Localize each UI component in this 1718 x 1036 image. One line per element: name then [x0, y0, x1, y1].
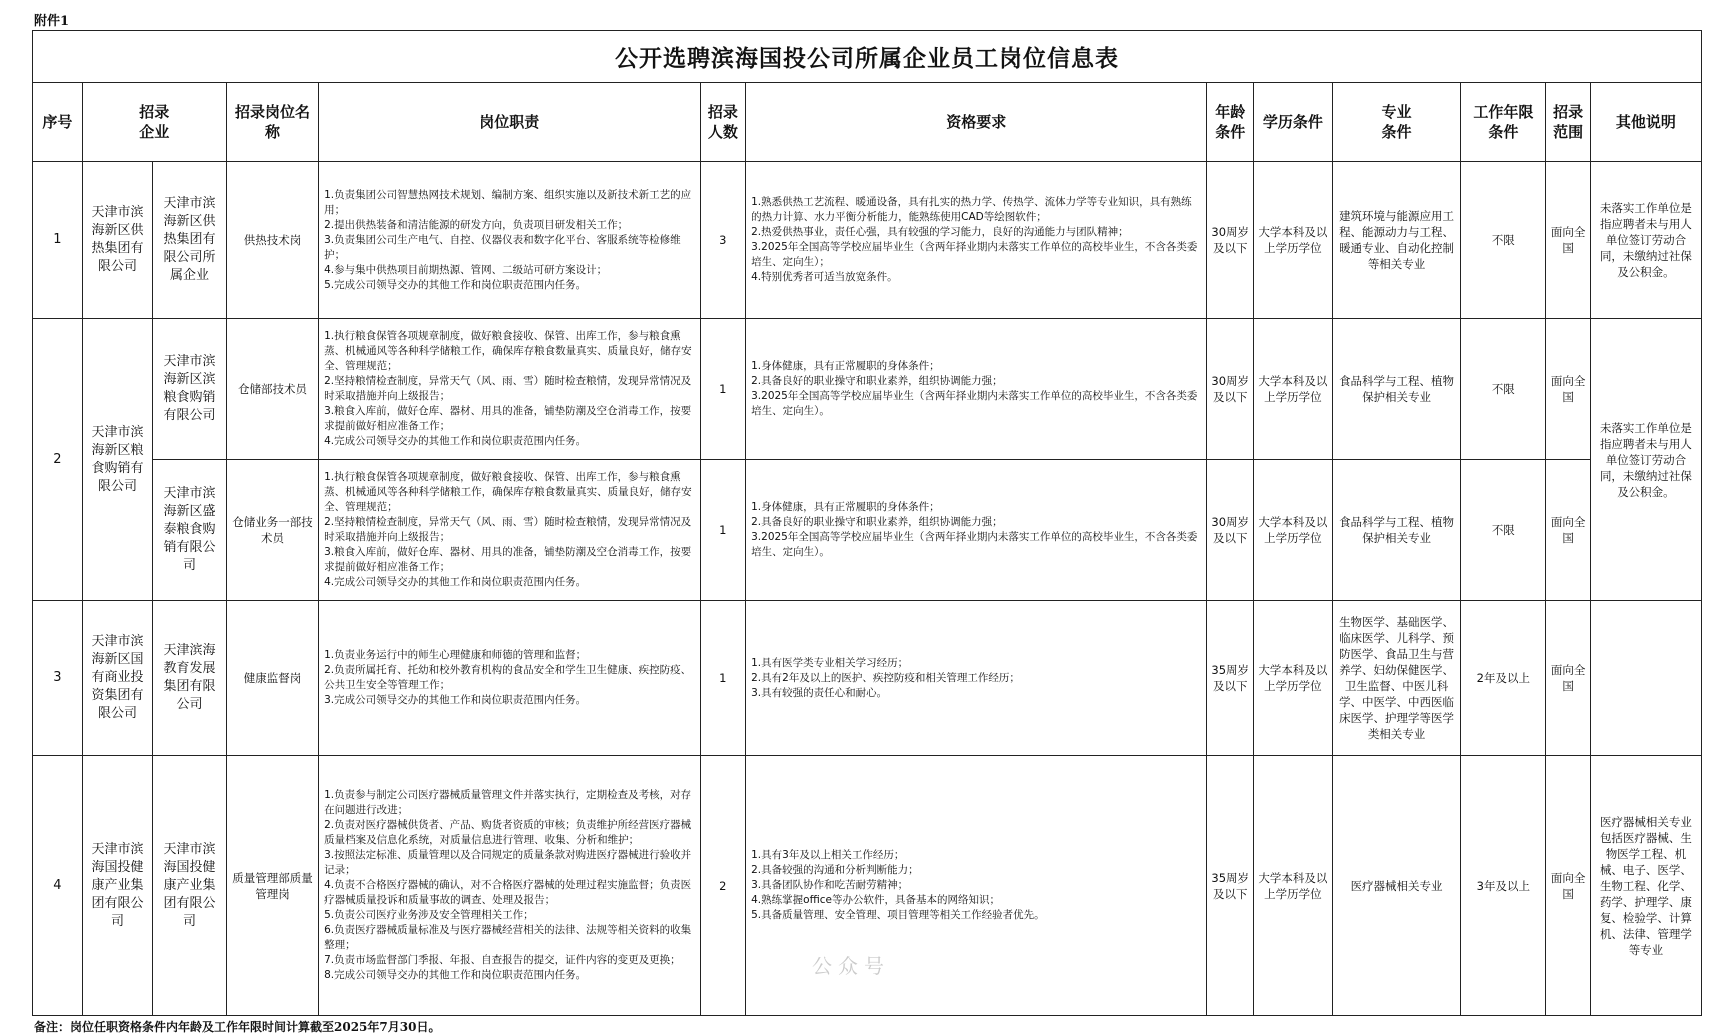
table-row — [33, 601, 1702, 756]
row-count: 1 — [700, 319, 746, 460]
list-line: 3.2025年全国高等学校应届毕业生（含两年择业期内未落实工作单位的高校毕业生，不含各类委培生、定向生）。 — [751, 531, 1198, 558]
list-line: 4.负责不合格医疗器械的确认，对不合格医疗器械的处理过程实施监督；负责医疗器械质量投诉和质量事故的调查、处理及报告； — [324, 879, 692, 906]
row-age: 35周岁及以下 — [1207, 756, 1254, 1016]
table-title: 公开选聘滨海国投公司所属企业员工岗位信息表 — [33, 31, 1702, 83]
list-line: 3.按照法定标准、质量管理以及合同规定的质量条款对购进医疗器械进行验收并记录； — [324, 849, 692, 876]
row-years: 3年及以上 — [1461, 756, 1546, 1016]
list-line: 1.负责参与制定公司医疗器械质量管理文件并落实执行，定期检查及考核，对存在问题进行改进； — [324, 789, 692, 816]
row-other — [1590, 601, 1701, 756]
row-education: 大学本科及以上学历学位 — [1254, 162, 1333, 319]
row-requirements — [746, 601, 1207, 756]
row-company: 天津市滨海国投健康产业集团有限公司 — [153, 756, 227, 1016]
list-line: 3.2025年全国高等学校应届毕业生（含两年择业期内未落实工作单位的高校毕业生，不含各类委培生、定向生）。 — [751, 390, 1198, 417]
list-line: 1.具有医学类专业相关学习经历； — [751, 656, 909, 669]
list-line: 3.2025年全国高等学校应届毕业生（含两年择业期内未落实工作单位的高校毕业生，不含各类委培生、定向生）； — [751, 241, 1198, 268]
row-position: 仓储业务一部技术员 — [226, 460, 318, 601]
row-years: 2年及以上 — [1461, 601, 1546, 756]
list-line: 3.粮食入库前，做好仓库、器材、用具的准备，铺垫防潮及空仓消毒工作，按要求提前做好相应准备工作； — [324, 546, 692, 573]
header-requirements: 资格要求 — [746, 83, 1207, 162]
table-row — [33, 162, 1702, 319]
row-position: 供热技术岗 — [226, 162, 318, 319]
list-line: 2.热爱供热事业，责任心强，具有较强的学习能力，良好的沟通能力与团队精神； — [751, 226, 1129, 238]
header-duties: 岗位职责 — [319, 83, 700, 162]
list-line: 2.提出供热装备和清洁能源的研发方向，负责项目研发相关工作； — [324, 218, 629, 231]
row-years: 不限 — [1461, 460, 1546, 601]
row-scope: 面向全国 — [1546, 319, 1591, 460]
row-scope: 面向全国 — [1546, 162, 1591, 319]
list-line: 4.熟练掌握office等办公软件，具备基本的网络知识； — [751, 894, 1000, 906]
row-seq: 3 — [33, 601, 83, 756]
list-line: 2.负责对医疗器械供货者、产品、购货者资质的审核；负责维护所经营医疗器械质量档案及信息化系统，对质量信息进行管理、收集、分析和维护； — [324, 819, 692, 846]
attachment-label: 附件1 — [34, 14, 70, 29]
row-company: 天津市滨海新区供热集团有限公司所属企业 — [153, 162, 227, 319]
list-line: 3.粮食入库前，做好仓库、器材、用具的准备，铺垫防潮及空仓消毒工作，按要求提前做好相应准备工作； — [324, 405, 692, 432]
header-years: 工作年限 条件 — [1461, 83, 1546, 162]
row-major: 医疗器械相关专业 — [1332, 756, 1461, 1016]
row-duties — [319, 460, 700, 601]
list-line: 2.坚持粮情检查制度，异常天气（风、雨、雪）随时检查粮情，发现异常情况及时采取措施并向上级报告； — [324, 375, 692, 402]
row-education: 大学本科及以上学历学位 — [1254, 460, 1333, 601]
list-line: 5.完成公司领导交办的其他工作和岗位职责范围内任务。 — [324, 278, 587, 291]
list-line: 1.负责集团公司智慧热网技术规划、编制方案、组织实施以及新技术新工艺的应用； — [324, 188, 692, 216]
row-other: 未落实工作单位是指应聘者未与用人单位签订劳动合同，未缴纳过社保及公积金。 — [1590, 162, 1701, 319]
row-duties — [319, 756, 700, 1016]
list-line: 7.负责市场监督部门季报、年报、自查报告的提交，证件内容的变更及更换； — [324, 954, 681, 966]
list-line: 2.具备较强的沟通和分析判断能力； — [751, 864, 919, 876]
row-position: 质量管理部质量管理岗 — [226, 756, 318, 1016]
row-scope: 面向全国 — [1546, 756, 1591, 1016]
header-education: 学历条件 — [1254, 83, 1333, 162]
list-line: 5.具备质量管理、安全管理、项目管理等相关工作经验者优先。 — [751, 909, 1045, 921]
row-position: 仓储部技术员 — [226, 319, 318, 460]
row-seq: 4 — [33, 756, 83, 1016]
header-other: 其他说明 — [1590, 83, 1701, 162]
list-line: 4.参与集中供热项目前期热源、管网、二级站可研方案设计； — [324, 263, 608, 276]
row-other: 未落实工作单位是指应聘者未与用人单位签订劳动合同，未缴纳过社保及公积金。 — [1590, 319, 1701, 601]
row-group: 天津市滨海新区国有商业投资集团有限公司 — [82, 601, 152, 756]
row-requirements — [746, 460, 1207, 601]
footnote: 备注：岗位任职资格条件内年龄及工作年限时间计算截至2025年7月30日。 — [34, 1020, 441, 1034]
list-line: 3.具备团队协作和吃苦耐劳精神； — [751, 879, 909, 891]
list-line: 1.熟悉供热工艺流程、暖通设备，具有扎实的热力学、传热学、流体力学等专业知识，具有熟练的热力计算、水力平衡分析能力，能熟练使用CAD等绘图软件； — [751, 196, 1192, 223]
list-line: 1.执行粮食保管各项规章制度，做好粮食接收、保管、出库工作，参与粮食熏蒸、机械通风等各种科学储粮工作，确保库存粮食数量真实、质量良好，储存安全、管理规范； — [324, 330, 692, 372]
row-age: 30周岁及以下 — [1207, 319, 1254, 460]
header-seq: 序号 — [33, 83, 83, 162]
list-line: 1.具有3年及以上相关工作经历； — [751, 849, 905, 861]
row-age: 35周岁及以下 — [1207, 601, 1254, 756]
list-line: 3.负责集团公司生产电气、自控、仪器仪表和数字化平台、客服系统等检修维护； — [324, 233, 681, 261]
position-table-wrapper — [32, 30, 1702, 1016]
watermark: 公众号 — [812, 954, 890, 978]
row-requirements — [746, 319, 1207, 460]
row-major: 生物医学、基础医学、临床医学、儿科学、预防医学、食品卫生与营养学、妇幼保健医学、卫生监督、中医儿科学、中医学、中西医临床医学、护理学等医学类相关专业 — [1332, 601, 1461, 756]
row-seq: 1 — [33, 162, 83, 319]
row-duties — [319, 319, 700, 460]
list-line: 4.完成公司领导交办的其他工作和岗位职责范围内任务。 — [324, 576, 587, 588]
row-duties — [319, 162, 700, 319]
list-line: 8.完成公司领导交办的其他工作和岗位职责范围内任务。 — [324, 969, 587, 981]
position-table — [32, 30, 1702, 1016]
list-line: 1.执行粮食保管各项规章制度，做好粮食接收、保管、出库工作，参与粮食熏蒸、机械通风等各种科学储粮工作，确保库存粮食数量真实、质量良好，储存安全、管理规范； — [324, 471, 692, 513]
row-education: 大学本科及以上学历学位 — [1254, 601, 1333, 756]
header-age: 年龄 条件 — [1207, 83, 1254, 162]
row-major: 食品科学与工程、植物保护相关专业 — [1332, 319, 1461, 460]
row-count: 2 — [700, 756, 746, 1016]
list-line: 2.坚持粮情检查制度，异常天气（风、雨、雪）随时检查粮情，发现异常情况及时采取措施并向上级报告； — [324, 516, 692, 543]
row-company: 天津市滨海新区盛泰粮食购销有限公司 — [153, 460, 227, 601]
row-company: 天津市滨海新区滨粮食购销有限公司 — [153, 319, 227, 460]
row-scope: 面向全国 — [1546, 601, 1591, 756]
row-major: 建筑环境与能源应用工程、能源动力与工程、暖通专业、自动化控制等相关专业 — [1332, 162, 1461, 319]
row-other: 医疗器械相关专业包括医疗器械、生物医学工程、机械、电子、医学、生物工程、化学、药学、护理学、康复、检验学、计算机、法律、管理学等专业 — [1590, 756, 1701, 1016]
header-company: 招录 企业 — [82, 83, 226, 162]
list-line: 5.负责公司医疗业务涉及安全管理相关工作； — [324, 909, 534, 921]
row-education: 大学本科及以上学历学位 — [1254, 756, 1333, 1016]
list-line: 4.特别优秀者可适当放宽条件。 — [751, 271, 898, 283]
list-line: 2.负责所属托育、托幼和校外教育机构的食品安全和学生卫生健康、疾控防疫、公共卫生安全等管理工作； — [324, 664, 692, 691]
header-count: 招录 人数 — [700, 83, 746, 162]
list-line: 2.具有2年及以上的医护、疾控防疫和相关管理工作经历； — [751, 671, 1020, 684]
row-group: 天津市滨海新区粮食购销有限公司 — [82, 319, 152, 601]
header-position: 招录岗位名称 — [226, 83, 318, 162]
header-major: 专业 条件 — [1332, 83, 1461, 162]
row-position: 健康监督岗 — [226, 601, 318, 756]
row-count: 1 — [700, 460, 746, 601]
list-line: 1.身体健康，具有正常履职的身体条件； — [751, 501, 940, 513]
list-line: 1.负责业务运行中的师生心理健康和师德的管理和监督； — [324, 649, 587, 661]
row-seq: 2 — [33, 319, 83, 601]
row-count: 1 — [700, 601, 746, 756]
list-line: 1.身体健康，具有正常履职的身体条件； — [751, 360, 940, 372]
row-company: 天津滨海教育发展集团有限公司 — [153, 601, 227, 756]
list-line: 3.具有较强的责任心和耐心。 — [751, 686, 888, 699]
row-age: 30周岁及以下 — [1207, 162, 1254, 319]
list-line: 2.具备良好的职业操守和职业素养，组织协调能力强； — [751, 375, 1003, 387]
list-line: 3.完成公司领导交办的其他工作和岗位职责范围内任务。 — [324, 694, 587, 706]
list-line: 6.负责医疗器械质量标准及与医疗器械经营相关的法律、法规等相关资料的收集整理； — [324, 924, 692, 951]
table-row — [33, 319, 1702, 460]
row-scope: 面向全国 — [1546, 460, 1591, 601]
list-line: 4.完成公司领导交办的其他工作和岗位职责范围内任务。 — [324, 435, 587, 447]
row-education: 大学本科及以上学历学位 — [1254, 319, 1333, 460]
list-line: 2.具备良好的职业操守和职业素养，组织协调能力强； — [751, 516, 1003, 528]
row-count: 3 — [700, 162, 746, 319]
row-group: 天津市滨海国投健康产业集团有限公司 — [82, 756, 152, 1016]
table-row — [33, 460, 1702, 601]
row-requirements — [746, 162, 1207, 319]
row-group: 天津市滨海新区供热集团有限公司 — [82, 162, 152, 319]
row-major: 食品科学与工程、植物保护相关专业 — [1332, 460, 1461, 601]
row-years: 不限 — [1461, 319, 1546, 460]
header-row — [33, 83, 1702, 162]
row-duties — [319, 601, 700, 756]
row-years: 不限 — [1461, 162, 1546, 319]
header-scope: 招录 范围 — [1546, 83, 1591, 162]
row-age: 30周岁及以下 — [1207, 460, 1254, 601]
